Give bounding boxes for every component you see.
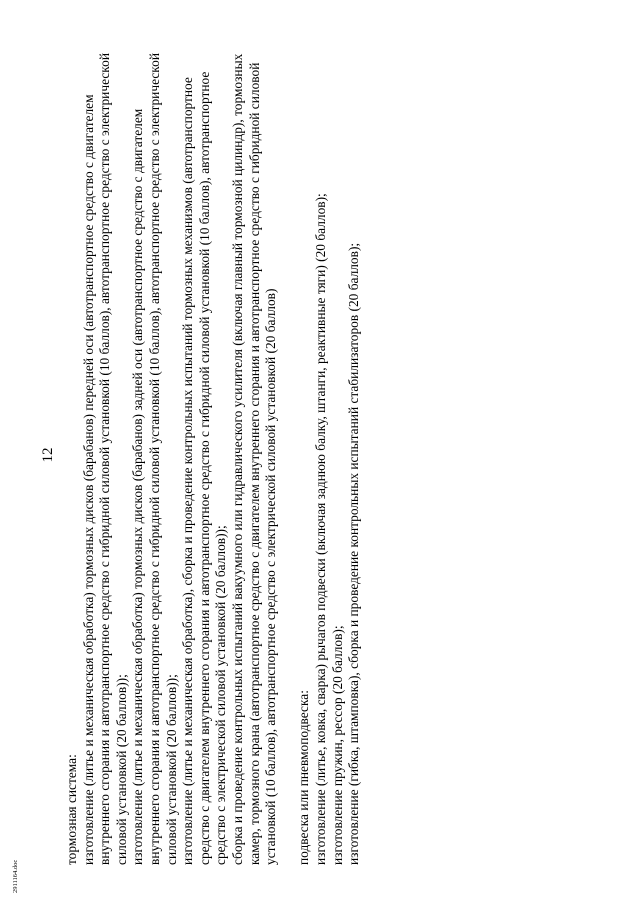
paragraph: изготовление (гибка, штамповка), сборка и проведение контрольных испытаний стабилизаторов (20 баллов); xyxy=(346,242,362,865)
paragraph-gap xyxy=(280,45,297,865)
paragraph: изготовление пружин, рессор (20 баллов); xyxy=(329,625,345,865)
paragraph: изготовление (литье, ковка, сварка) рычагов подвески (включая заднюю балку, штанги, реактивные тяги) (20 баллов); xyxy=(312,193,328,865)
paragraph: изготовление (литье и механическая обработка), сборка и проведение контрольных испытаний тормозных механизмов (автотранспортное средство с двигателем внутреннего сгорания и автотранспортное средство с гибридной силовой установкой (10 баллов), автотранспортное средство с электрической силовой установкой (20 баллов)); xyxy=(180,71,229,865)
section-title-suspension: подвеска или пневмоподвеска: xyxy=(296,690,312,865)
paragraph: сборка и проведение контрольных испытаний вакуумного или гидравлического усилителя (включая главный тормозной цилиндр), тормозных камер, тормозного крана (автотранспортное средство с двигателем внутреннего сгорания и автотранспортное средство с гибридной силовой установкой (10 баллов), автотранспортное средство с электрической силовой установкой (20 баллов) xyxy=(229,53,279,865)
file-name-footer: 2911164.doc xyxy=(12,859,19,893)
text-body xyxy=(64,45,363,865)
rotated-text-region xyxy=(40,45,560,865)
paragraph: изготовление (литье и механическая обработка) тормозных дисков (барабанов) передней оси (автотранспортное средство с двигателем внутреннего сгорания и автотранспортное средство с гибридной силовой установкой (10 баллов), автотранспортное средство с электрической силовой установкой (20 баллов)); xyxy=(80,53,129,865)
page-number: 12 xyxy=(40,447,56,463)
section-title-brakes: тормозная система: xyxy=(64,754,79,865)
paragraph: изготовление (литье и механическая обработка) тормозных дисков (барабанов) задней оси (автотранспортное средство с двигателем внутреннего сгорания и автотранспортное средство с гибридной силовой установкой (10 баллов), автотранспортное средство с электрической силовой установкой (20 баллов)); xyxy=(130,53,179,865)
